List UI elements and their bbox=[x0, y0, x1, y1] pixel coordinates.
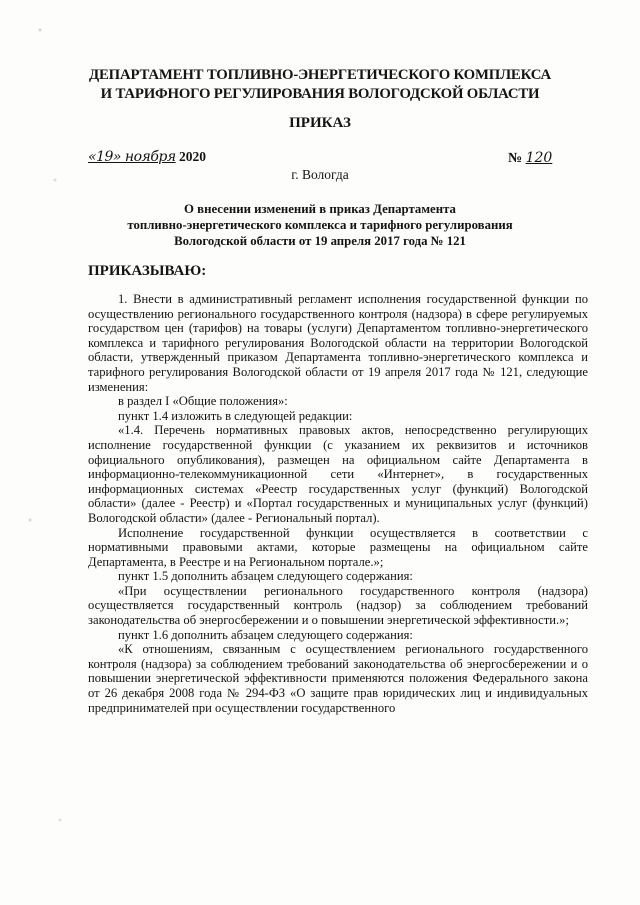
handwritten-number: 120 bbox=[525, 150, 553, 166]
document-body bbox=[88, 292, 588, 715]
department-line-2: И ТАРИФНОГО РЕГУЛИРОВАНИЯ ВОЛОГОДСКОЙ ОБЛАСТИ bbox=[100, 86, 540, 102]
number-label: № bbox=[508, 151, 523, 166]
department-line-1: ДЕПАРТАМЕНТ ТОПЛИВНО-ЭНЕРГЕТИЧЕСКОГО КОМПЛЕКСА bbox=[89, 67, 551, 83]
paragraph-6: пункт 1.5 дополнить абзацем следующего содержания: bbox=[118, 569, 413, 584]
paragraph-1: 1. Внести в административный регламент исполнения государственной функции по осуществлению регионального государственного контроля (надзора) в сфере регулируемых государством цен (тарифов) на товары (услуги) Департаментом топливно-энергетического комплекса и тарифного регулирования Вологодской области на территории Вологодской области, утвержденный приказом Департамента топливно-энергетического комплекса и тарифного регулирования Вологодской области от 19 апреля 2017 года № 121, следующие изменения: bbox=[88, 292, 588, 394]
subject-line-1: О внесении изменений в приказ Департамента bbox=[184, 202, 456, 216]
subject-line-3: Вологодской области от 19 апреля 2017 года № 121 bbox=[174, 234, 466, 248]
city: г. Вологда bbox=[291, 167, 349, 182]
date-year: 2020 bbox=[178, 149, 206, 164]
order-directive: ПРИКАЗЫВАЮ: bbox=[88, 263, 207, 279]
paragraph-9: «К отношениям, связанным с осуществлением регионального государственного контроля (надзора) за соблюдением требований законодательства об энергосбережении и о повышении энергетической эффективности применяются положения Федерального закона от 26 декабря 2008 года № 294-ФЗ «О защите прав юридических лиц и индивидуальных предпринимателей при осуществлении государственного bbox=[88, 642, 588, 715]
order-subject bbox=[0, 201, 640, 249]
paragraph-5: Исполнение государственной функции осуществляется в соответствии с нормативными правовыми актами, которые размещены на официальном сайте Департамента, в Реестре и на Региональном портале.»; bbox=[88, 525, 588, 569]
subject-line-2: топливно-энергетического комплекса и тарифного регулирования bbox=[127, 218, 513, 232]
paragraph-8: пункт 1.6 дополнить абзацем следующего содержания: bbox=[118, 627, 413, 642]
order-date bbox=[88, 149, 206, 165]
document-type-title: ПРИКАЗ bbox=[289, 115, 351, 131]
paragraph-7: «При осуществлении регионального государственного контроля (надзора) осуществляется государственный контроль (надзор) за соблюдением требований законодательства об энергосбережении и о повышении энергетической эффективности.»; bbox=[88, 583, 588, 628]
order-number bbox=[508, 150, 552, 167]
scan-margin-noise bbox=[10, 0, 70, 905]
paragraph-2: в раздел I «Общие положения»: bbox=[118, 394, 288, 409]
paragraph-4: «1.4. Перечень нормативных правовых актов, непосредственно регулирующих исполнение государственной функции (с указанием их реквизитов и источников официального опубликования), размещен на официальном сайте Департамента в информационно-телекоммуникационной сети «Интернет», в государственных информационных системах «Реестр государственных услуг (функций) Вологодской области» (далее - Реестр) и «Портал государственных и муниципальных услуг (функций) Вологодской области» (далее - Региональный портал). bbox=[88, 423, 588, 525]
handwritten-date: «19» ноября bbox=[88, 149, 176, 165]
department-header bbox=[0, 66, 640, 104]
paragraph-3: пункт 1.4 изложить в следующей редакции: bbox=[118, 408, 353, 423]
